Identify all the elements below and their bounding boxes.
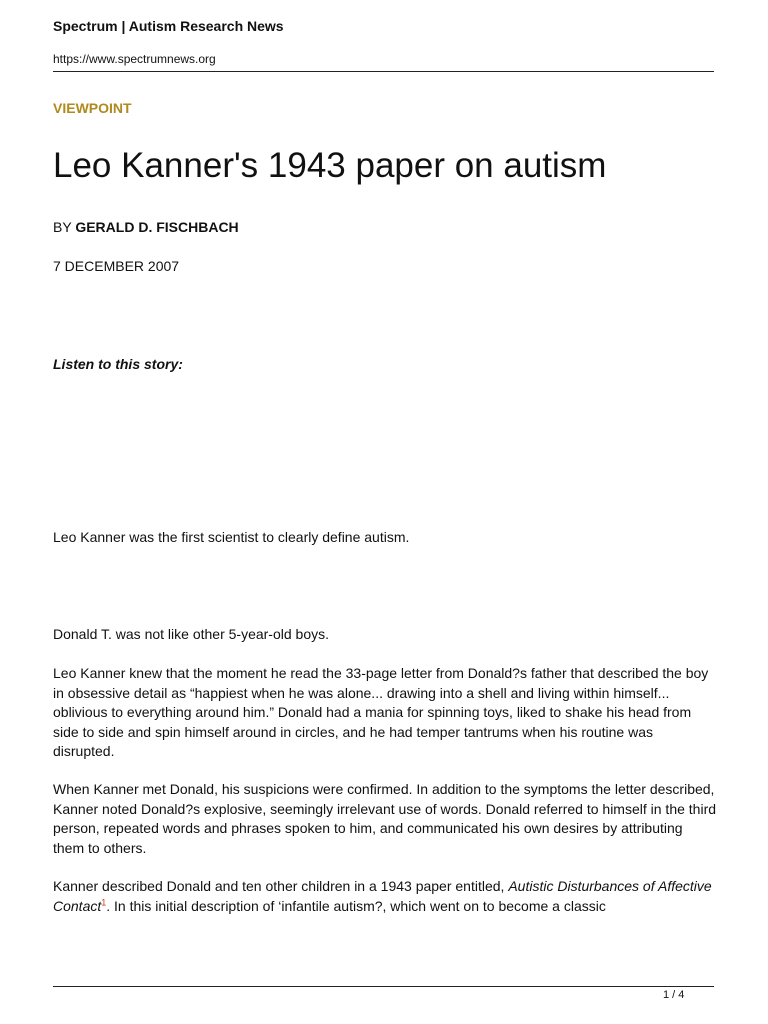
publish-date: 7 DECEMBER 2007: [53, 258, 180, 274]
author-name[interactable]: GERALD D. FISCHBACH: [75, 219, 239, 235]
body-paragraph-2: Leo Kanner knew that the moment he read the 33-page letter from Donald?s father that described the boy in obsessive detail as “happiest when he was alone... drawing into a shell and living within himself... oblivious to everything around him.” Donald had a mania for spinning toys, liked to shake his head from side to side and spin himself around in circles, and he had temper tantrums when his routine was disrupted.: [53, 665, 709, 759]
paper-title: Autistic Disturbances of Affective Contact: [53, 878, 712, 914]
site-url[interactable]: https://www.spectrumnews.org: [53, 52, 216, 66]
listen-label: Listen to this story:: [53, 356, 183, 372]
footnote-reference-link[interactable]: 1: [101, 896, 107, 907]
body-paragraph-1: Donald T. was not like other 5-year-old boys.: [53, 626, 329, 642]
body-paragraph-4: [53, 877, 717, 916]
site-name: Spectrum | Autism Research News: [53, 18, 284, 34]
body-paragraph-3: When Kanner met Donald, his suspicions were confirmed. In addition to the symptoms the letter described, Kanner noted Donald?s explosive, seemingly irrelevant use of words. Donald referred to himself in the third person, repeated words and phrases spoken to him, and communicated his own desires by attributing them to others.: [53, 781, 717, 856]
paragraph-4-text-before: Kanner described Donald and ten other children in a 1943 paper entitled,: [53, 878, 509, 894]
byline: [53, 219, 239, 235]
article-category[interactable]: VIEWPOINT: [53, 100, 132, 116]
paragraph-4-text-after: . In this initial description of ‘infantile autism?, which went on to become a classic: [106, 897, 606, 914]
footer-divider: [53, 986, 714, 987]
article-title: Leo Kanner's 1943 paper on autism: [53, 146, 607, 185]
intro-paragraph: Leo Kanner was the first scientist to clearly define autism.: [53, 529, 410, 545]
header-divider: [53, 71, 714, 72]
byline-prefix: BY: [53, 219, 72, 235]
page-indicator: 1 / 4: [663, 989, 685, 1001]
